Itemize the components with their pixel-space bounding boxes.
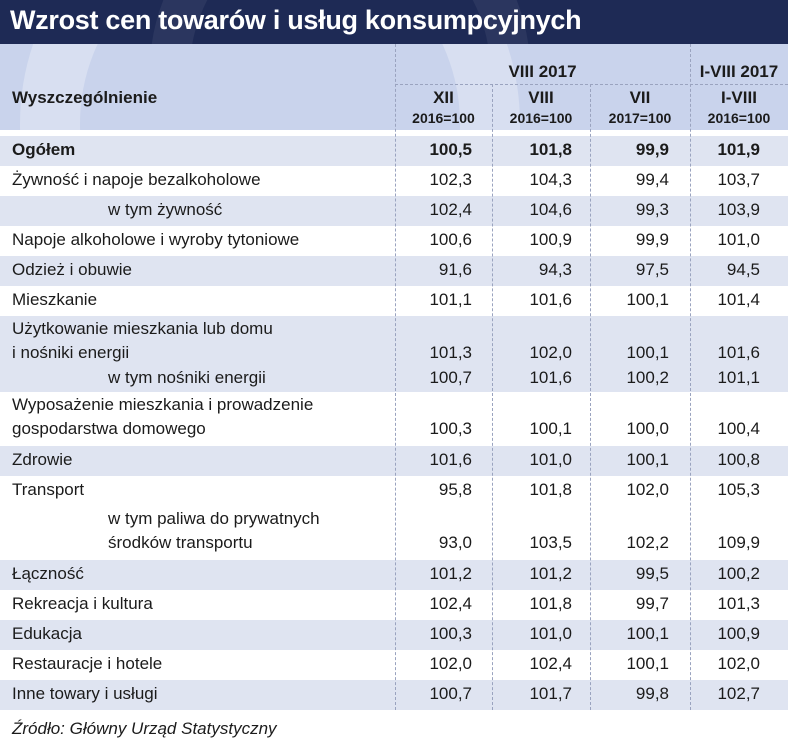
row-value-col-1: 100,5: [429, 140, 472, 159]
row-value-col-3: 99,8: [635, 684, 669, 703]
table-row: [0, 136, 788, 166]
row-value-col-1: 100,7: [429, 684, 472, 703]
header-col-4-base: 2016=100: [707, 110, 771, 126]
table-row: [0, 316, 788, 366]
row-label: Transport: [12, 480, 85, 499]
row-value-col-1: 100,7: [429, 368, 472, 387]
row-label: w tym paliwa do prywatnych środków transportu: [108, 509, 320, 552]
header-col-1-base: 2016=100: [412, 110, 475, 126]
row-value-col-4: 101,4: [717, 290, 760, 309]
table-row: [0, 650, 788, 680]
row-value-col-1: 91,6: [438, 260, 472, 279]
table-row: [0, 392, 788, 446]
header-col-2-base: 2016=100: [509, 110, 573, 126]
source-note: Źródło: Główny Urząd Statystyczny: [12, 719, 277, 738]
row-label: Edukacja: [12, 624, 82, 643]
row-value-col-4: 109,9: [717, 533, 760, 552]
row-value-col-4: 101,1: [717, 368, 760, 387]
table-row: [0, 286, 788, 316]
row-value-col-4: 103,7: [717, 170, 760, 189]
row-value-col-1: 101,1: [429, 290, 472, 309]
row-value-col-3: 99,7: [635, 594, 669, 613]
row-value-col-1: 102,3: [429, 170, 472, 189]
row-label: Mieszkanie: [12, 290, 98, 309]
row-label: Łączność: [12, 564, 84, 583]
row-value-col-3: 99,3: [635, 200, 669, 219]
row-value-col-1: 100,3: [429, 624, 472, 643]
header-first-column: Wyszczególnienie: [12, 88, 158, 107]
row-value-col-3: 100,1: [626, 624, 669, 643]
row-value-col-4: 102,0: [717, 654, 760, 673]
header-col-3-base: 2017=100: [608, 110, 672, 126]
row-value-col-1: 102,4: [429, 594, 472, 613]
row-value-col-3: 100,1: [626, 290, 669, 309]
table-row: [0, 590, 788, 620]
row-value-col-1: 95,8: [438, 480, 472, 499]
table-row: [0, 560, 788, 590]
row-value-col-4: 101,9: [717, 140, 760, 159]
row-value-col-3: 99,9: [635, 230, 669, 249]
row-label: w tym żywność: [108, 200, 223, 219]
row-value-col-3: 100,0: [626, 419, 669, 438]
row-value-col-2: 100,1: [529, 419, 572, 438]
row-value-col-1: 102,4: [429, 200, 472, 219]
row-value-col-4: 103,9: [717, 200, 760, 219]
row-value-col-4: 101,0: [717, 230, 760, 249]
table-row: [0, 366, 788, 392]
table-row: [0, 506, 788, 560]
table-row: [0, 446, 788, 476]
row-value-col-2: 102,4: [529, 654, 572, 673]
data-table: [0, 44, 788, 704]
grid-vertical-line: [395, 44, 396, 710]
row-value-col-2: 101,8: [529, 480, 572, 499]
row-value-col-3: 100,2: [626, 368, 669, 387]
row-value-col-1: 100,6: [429, 230, 472, 249]
row-value-col-2: 104,6: [529, 200, 572, 219]
row-value-col-3: 99,5: [635, 564, 669, 583]
row-value-col-4: 100,8: [717, 450, 760, 469]
row-value-col-4: 101,6: [717, 343, 760, 362]
row-value-col-4: 100,2: [717, 564, 760, 583]
row-value-col-1: 101,6: [429, 450, 472, 469]
table-row: [0, 196, 788, 226]
row-value-col-2: 101,6: [529, 290, 572, 309]
row-value-col-1: 93,0: [438, 533, 472, 552]
row-value-col-2: 103,5: [529, 533, 572, 552]
row-label: Ogółem: [12, 140, 76, 159]
row-value-col-3: 100,1: [626, 654, 669, 673]
row-value-col-3: 100,1: [626, 343, 669, 362]
row-label: Restauracje i hotele: [12, 654, 163, 673]
row-label: Wyposażenie mieszkania i prowadzenie gospodarstwa domowego: [12, 395, 314, 438]
grid-vertical-line: [492, 84, 493, 710]
row-label: w tym nośniki energii: [108, 368, 266, 387]
table-row: [0, 256, 788, 286]
row-label: Rekreacja i kultura: [12, 594, 153, 613]
row-value-col-4: 101,3: [717, 594, 760, 613]
row-value-col-1: 102,0: [429, 654, 472, 673]
grid-horizontal-line: [395, 84, 788, 85]
row-value-col-2: 104,3: [529, 170, 572, 189]
row-value-col-3: 100,1: [626, 450, 669, 469]
header-col-2-name: VIII: [528, 88, 554, 107]
row-value-col-4: 105,3: [717, 480, 760, 499]
row-label: Użytkowanie mieszkania lub domu i nośniki energii: [12, 319, 273, 362]
row-value-col-2: 101,7: [529, 684, 572, 703]
row-value-col-1: 101,3: [429, 343, 472, 362]
row-label: Żywność i napoje bezalkoholowe: [12, 170, 261, 189]
row-value-col-2: 102,0: [529, 343, 572, 362]
table-row: [0, 476, 788, 506]
row-label: Napoje alkoholowe i wyroby tytoniowe: [12, 230, 300, 249]
header-col-1-name: XII: [433, 88, 454, 107]
title-bar: [0, 0, 788, 44]
row-value-col-2: 101,2: [529, 564, 572, 583]
row-value-col-4: 100,4: [717, 419, 760, 438]
table-row: [0, 620, 788, 650]
row-value-col-2: 101,0: [529, 450, 572, 469]
row-value-col-4: 100,9: [717, 624, 760, 643]
table-row: [0, 226, 788, 256]
row-value-col-2: 94,3: [538, 260, 572, 279]
row-value-col-3: 99,4: [635, 170, 669, 189]
header-group-i-viii-2017: I-VIII 2017: [699, 62, 779, 81]
row-value-col-2: 101,8: [529, 140, 572, 159]
chart-title: Wzrost cen towarów i usług konsumpcyjnych: [10, 5, 582, 35]
row-value-col-4: 94,5: [726, 260, 760, 279]
row-label: Inne towary i usługi: [12, 684, 158, 703]
table-row: [0, 680, 788, 710]
row-value-col-3: 99,9: [635, 140, 669, 159]
row-value-col-3: 102,2: [626, 533, 669, 552]
header-group-viii-2017: VIII 2017: [508, 62, 577, 81]
table-header: [0, 44, 788, 130]
row-value-col-2: 100,9: [529, 230, 572, 249]
row-label: Zdrowie: [12, 450, 73, 469]
row-value-col-2: 101,8: [529, 594, 572, 613]
row-value-col-1: 100,3: [429, 419, 472, 438]
grid-vertical-line: [590, 84, 591, 710]
row-value-col-3: 102,0: [626, 480, 669, 499]
table-row: [0, 166, 788, 196]
row-value-col-2: 101,0: [529, 624, 572, 643]
header-col-4-name: I-VIII: [721, 88, 757, 107]
row-value-col-3: 97,5: [635, 260, 669, 279]
row-value-col-1: 101,2: [429, 564, 472, 583]
row-label: Odzież i obuwie: [12, 260, 133, 279]
header-col-3-name: VII: [629, 88, 651, 107]
grid-vertical-line: [690, 44, 691, 710]
row-value-col-4: 102,7: [717, 684, 760, 703]
row-value-col-2: 101,6: [529, 368, 572, 387]
